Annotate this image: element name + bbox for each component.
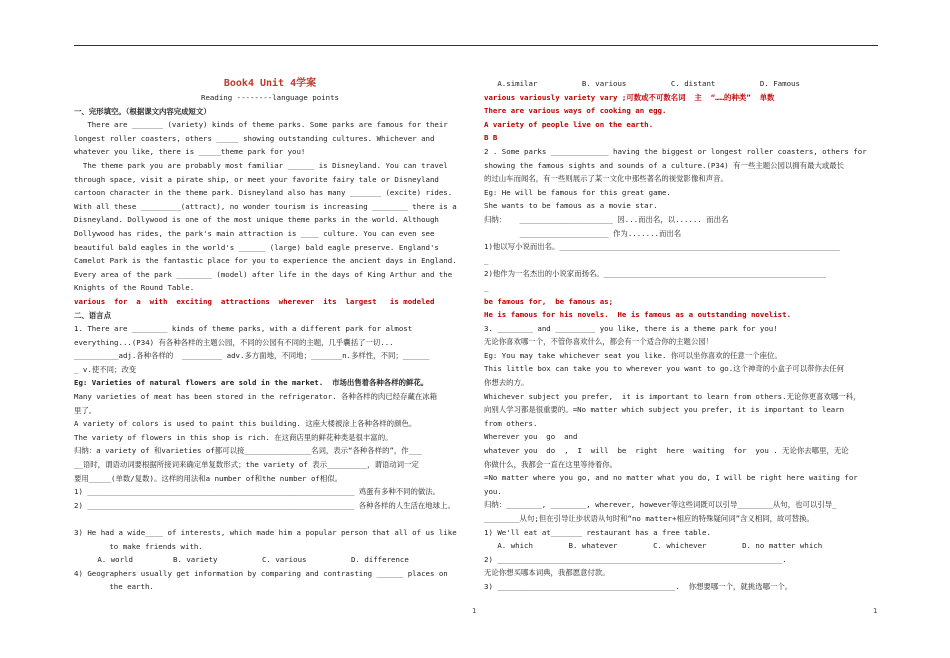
text-line: the earth. (96, 582, 154, 592)
text-line: 无论你想买哪本词典，我都愿意付款。 (484, 568, 610, 578)
text-line: 二、语言点 (74, 310, 111, 320)
text-line: Wherever you go and (484, 432, 578, 442)
document-title: Book4 Unit 4学案 (223, 78, 317, 89)
text-line: 1)他以写小说而出名。_______________________________________________________________ (484, 242, 840, 252)
text-line: The variety of flowers in this shop is rich. 在这商店里的鲜花种类是很丰富的。 (74, 432, 393, 442)
text-line: 3) ________________________________________. 你想要哪一个，就挑选哪一个。 (484, 581, 793, 591)
text-line: A variety of people live on the earth. (484, 119, 654, 129)
text-line: be famous for, be famous as; (484, 296, 614, 306)
text-line: 2)他作为一名杰出的小说家而扬名。__________________________________________________ (484, 269, 827, 279)
text-line: He is famous for his novels. He is famous as a outstanding novelist. (484, 310, 792, 320)
text-line: 归纳：a variety of 和varieties of都可以接_______________名词，表示“各种各样的”，作___ (74, 446, 423, 456)
text-line: 要用_____(单数/复数)。这样的用法和a number of和the number of相似。 (74, 473, 343, 483)
text-line: 2) ________________________________________________________________. (484, 554, 787, 564)
text-line: 1) We'll eat at_______ restaurant has a free table. (484, 527, 711, 537)
text-line: _ v.使不同；改变 (74, 364, 137, 374)
text-line: A. which B. whatever C. whichever D. no matter which (484, 541, 823, 551)
text-line: A. world B. variety C. various D. difference (84, 555, 409, 565)
text-line: 2 . Some parks _____________ having the biggest or longest roller coasters, others for (484, 146, 867, 156)
text-line: 向别人学习都是很重要的。=No matter which subject you prefer, it is important to learn (484, 405, 845, 415)
text-line: from others. (484, 418, 538, 428)
text-line: showing the famous sights and sounds of a culture.(P34) 有一些主题公园以拥有最大或最长 (484, 160, 845, 170)
text-line: 里了。 (74, 405, 97, 415)
text-line: There are various ways of cooking an egg. (484, 106, 667, 116)
document-subtitle: Reading --------language points (201, 93, 339, 102)
text-line: __________adj.各种各样的 _________ adv.多方面地，不同地；_______n.多样性，不同；______ (74, 351, 430, 361)
text-line: Eg: You may take whichever seat you like. 你可以坐你喜欢的任意一个座位。 (484, 350, 782, 360)
text-line: ____________________ 作为.......而出名 (484, 228, 682, 238)
text-line: Every area of the park ________ (model) after life in the days of King Arthur and the (74, 269, 453, 279)
text-line: With all these _________(attract), no wonder tourism is increasing ________ there is a (74, 201, 457, 211)
text-line: Knights of the Round Table. (74, 283, 195, 293)
right-lines (484, 77, 880, 594)
text-line: 3. ________ and _________ you like, there is a theme park for you! (484, 323, 778, 333)
text-line: Eg: Varieties of natural flowers are sold in the market. 市场出售着各种各样的鲜花。 (74, 378, 429, 388)
text-line: This little box can take you to wherever you want to go.这个神奇的小盒子可以带你去任何 (484, 364, 845, 374)
left-lines (74, 105, 466, 594)
page-number-right: 1 (873, 607, 878, 615)
text-line: everything...(P34) 有各种各样的主题公园，不同的公园有不同的主题，几乎囊括了一切... (74, 337, 394, 347)
text-line: 归纳：________, ________, wherever, however等这些词既可以引导________从句，也可以引导_ (484, 500, 837, 510)
text-line: 2) ____________________________________________________________ 各种各样的人生活在地球上。 (74, 500, 455, 510)
text-line: 归纳： _____________________ 因...而出名，以...... 而出名 (484, 214, 729, 224)
text-line: Dollywood has rides, the park's main attraction is ____ culture. You can even see (74, 228, 435, 238)
text-line: She wants to be famous as a movie star. (484, 201, 658, 211)
text-line (74, 512, 466, 526)
text-line: 一、完形填空。（根据课文内容完成短文） (74, 106, 211, 116)
text-line: 你想去的方。 (484, 378, 529, 388)
text-line: There are _______ (variety) kinds of theme parks. Some parks are famous for their (74, 120, 448, 130)
text-line: beautiful bald eagles in the world's ______ (large) bald eagle preserve. England's (74, 242, 439, 252)
text-line: Camelot Park is the fantastic place for you to experience the ancient days in England. (74, 256, 457, 266)
text-line: The theme park you are probably most familiar ______ is Disneyland. You can travel (74, 160, 448, 170)
text-line: A.similar B. various C. distant D. Famous (484, 79, 800, 88)
text-line: cartoon character in the theme park. Disneyland also has many _______ (excite) rides. (74, 188, 453, 198)
text-line: A variety of colors is used to paint this building. 这座大楼被涂上各种各样的颜色。 (74, 419, 417, 429)
text-line: Many varieties of meat has been stored in the refrigerator. 各种各样的肉已经存藏在冰箱 (74, 392, 438, 402)
text-line: whatever you do , I will be right here waiting for you . 无论你去哪里，无论 (484, 446, 849, 456)
text-line: _ (484, 255, 489, 265)
text-line: =No matter where you go, and no matter what you do, I will be right here waiting for (484, 473, 858, 483)
text-line: you. (484, 486, 502, 496)
text-line: various variously variety vary ;可数或不可数名词 主 “……的种类” 单数 (484, 92, 775, 102)
text-line: 你做什么，我都会一直在这里等待着你。 (484, 459, 618, 469)
text-line: 无论你喜欢哪一个，不管你喜欢什么，都会有一个适合你的主题公园！ (484, 337, 714, 347)
text-line: various for a with exciting attractions wherever its largest is modeled (74, 296, 435, 306)
text-line: B B (484, 133, 498, 143)
right-column (484, 77, 880, 594)
page-number-left: 1 (472, 607, 477, 615)
text-line: _ (484, 282, 489, 292)
text-line: Whichever subject you prefer, it is important to learn from others.无论你更喜欢哪一科， (484, 391, 861, 401)
top-rule (74, 45, 878, 46)
text-line: 的过山车而闻名，有一些则展示了某一文化中那些著名的视觉影像和声音。 (484, 174, 728, 184)
text-line: __语时，谓语动词要根据所接词来确定单复数形式；the variety of 表示_________，谓语动词一定 (74, 460, 419, 470)
text-line: to make friends with. (96, 541, 203, 551)
text-line: whatever you like, there is _____theme park for you! (74, 147, 306, 157)
text-line: Disneyland. Dollywood is one of the most unique theme parks in the world. Although (74, 215, 439, 225)
text-line: 1) ____________________________________________________________ 鸡蛋有多种不同的做法。 (74, 487, 441, 497)
text-line: 1. There are ________ kinds of theme parks, with a different park for almost (74, 324, 413, 334)
text-line: longest roller coasters, others _____ showing outstanding cultures. Whichever and (74, 133, 435, 143)
left-column (74, 77, 466, 594)
text-line: 4) Geographers usually get information by comparing and contrasting ______ places on (74, 568, 448, 578)
text-line: 3) He had a wide____ of interests, which made him a popular person that all of us like (74, 528, 457, 537)
text-line: Eg: He will be famous for this great game. (484, 187, 671, 197)
text-line: through space, visit a pirate ship, or meet your favorite fairy tale or Disneyland (74, 174, 439, 184)
text-line: ________从句;但在引导让步状语从句时和“no matter+相应的特殊疑问词”含义相同，故可替换。 (484, 514, 814, 523)
